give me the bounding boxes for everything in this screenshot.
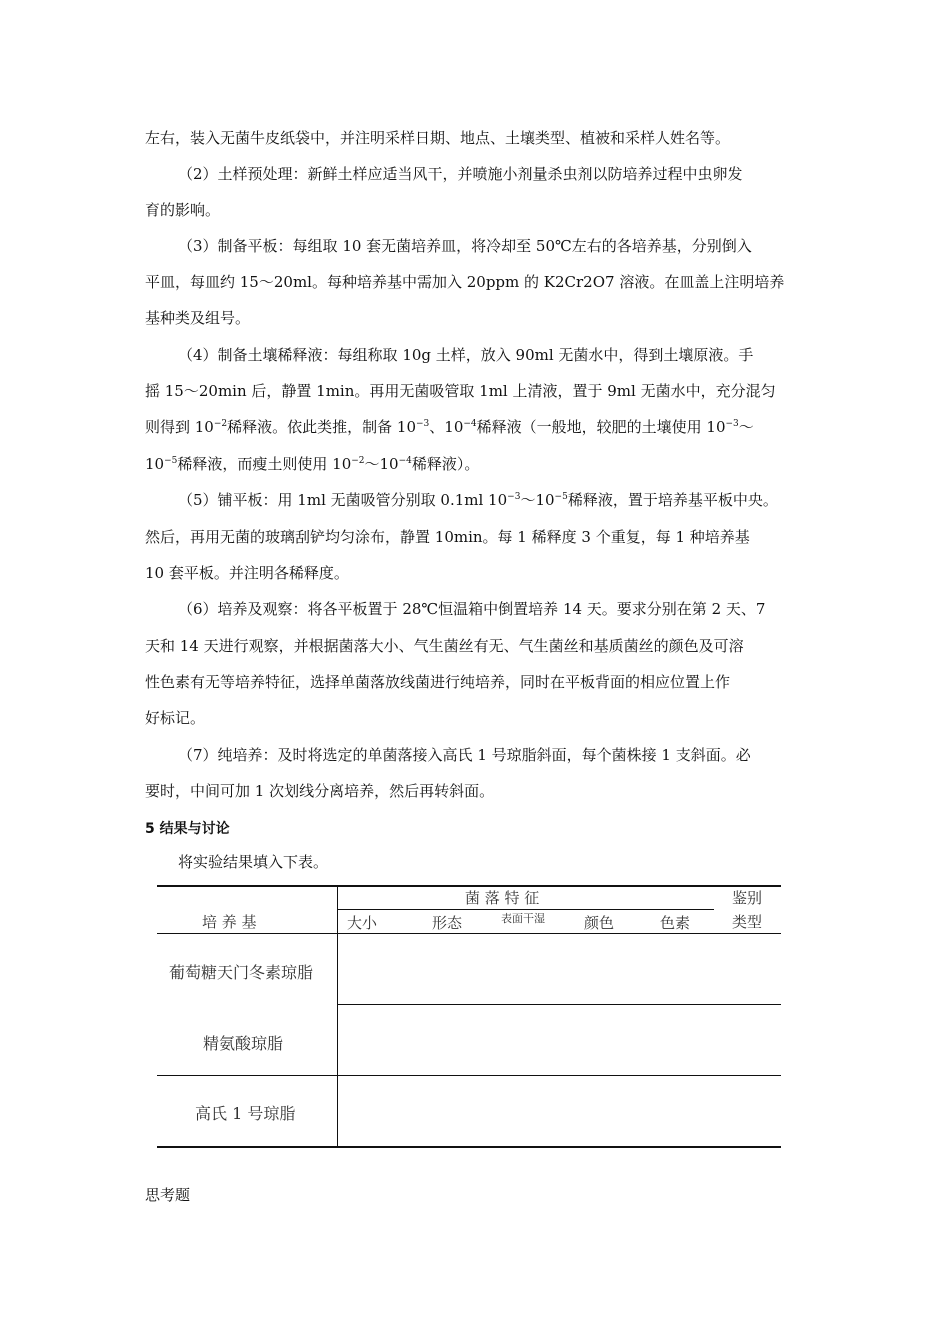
- paragraph-line: 天和 14 天进行观察，并根据菌落大小、气生菌丝有无、气生菌丝和基质菌丝的颜色及可溶: [145, 637, 744, 655]
- paragraph-line: 然后，再用无菌的玻璃刮铲均匀涂布，静置 10min。每 1 稀释度 3 个重复，每 1 种培养基: [145, 528, 750, 546]
- paragraph-line: 10 套平板。并注明各稀释度。: [145, 564, 349, 582]
- text-run: 稀释液（一般地，较肥的土壤使用 10: [476, 418, 726, 436]
- text-run: 稀释液，置于培养基平板中央。: [567, 491, 778, 509]
- paragraph-line: 性色素有无等培养特征，选择单菌落放线菌进行纯培养，同时在平板背面的相应位置上作: [145, 673, 731, 691]
- exponent: −2: [213, 419, 228, 429]
- text-run: 稀释液）。: [411, 455, 480, 473]
- header-identification: 鉴别: [732, 889, 763, 907]
- paragraph-line: 要时，中间可加 1 次划线分离培养，然后再转斜面。: [145, 782, 495, 800]
- paragraph-line: [178, 490, 778, 510]
- results-table: [157, 885, 781, 1148]
- row-label: 精氨酸琼脂: [203, 1034, 284, 1053]
- paragraph-line: （7）纯培养：及时将选定的单菌落接入高氏 1 号琼脂斜面，每个菌株接 1 支斜面。必: [178, 746, 751, 764]
- exponent: −5: [164, 456, 178, 466]
- text-run: ～10: [364, 455, 399, 473]
- paragraph-line: （4）制备土壤稀释液：每组称取 10g 土样，放入 90ml 无菌水中，得到土壤原液。手: [178, 346, 754, 364]
- row-divider: [157, 1075, 781, 1076]
- exponent: −4: [398, 456, 412, 466]
- row-label: 高氏 1 号琼脂: [195, 1104, 296, 1123]
- paragraph-line: 好标记。: [145, 709, 206, 727]
- subheader-pigment: 色素: [660, 914, 691, 932]
- paragraph-line: 左右，装入无菌牛皮纸袋中，并注明采样日期、地点、土壤类型、植被和采样人姓名等。: [145, 129, 731, 147]
- header-type: 类型: [732, 913, 763, 931]
- exponent: −2: [351, 456, 365, 466]
- paragraph-line: 育的影响。: [145, 201, 221, 219]
- text-run: ～: [738, 418, 754, 436]
- header-bottom-rule: [157, 933, 781, 934]
- row-divider: [337, 1004, 781, 1005]
- row-label: 葡萄糖天门冬素琼脂: [169, 963, 314, 982]
- questions-heading: 思考题: [145, 1186, 191, 1204]
- paragraph-line: （6）培养及观察：将各平板置于 28℃恒温箱中倒置培养 14 天。要求分别在第 2 天、7: [178, 600, 766, 618]
- paragraph-line: 摇 15～20min 后，静置 1min。再用无菌吸管取 1ml 上清液，置于 9ml 无菌水中，充分混匀: [145, 382, 776, 400]
- paragraph-line: 基种类及组号。: [145, 309, 251, 327]
- table-bottom-rule: [157, 1146, 781, 1148]
- text-run: 10: [145, 455, 165, 473]
- exponent: −3: [725, 419, 739, 429]
- paragraph-line: [145, 417, 754, 437]
- subheader-color: 颜色: [584, 914, 615, 932]
- subheader-size: 大小: [347, 914, 378, 932]
- header-colony-features: 菌 落 特 征: [465, 889, 540, 907]
- section-intro: 将实验结果填入下表。: [178, 853, 329, 871]
- text-run: ～10: [520, 491, 555, 509]
- paragraph-line: （2）土样预处理：新鲜土样应适当风干，并喷施小剂量杀虫剂以防培养过程中虫卵发: [178, 165, 743, 183]
- column-divider: [337, 885, 338, 1147]
- exponent: −3: [507, 492, 521, 502]
- text-run: （5）铺平板：用 1ml 无菌吸管分别取 0.1ml 10: [178, 491, 508, 509]
- text-run: 稀释液，而瘦土则使用 10: [177, 455, 352, 473]
- subheader-surface-moisture: 表面干湿: [501, 912, 545, 925]
- section-heading: 5 结果与讨论: [145, 821, 230, 837]
- exponent: −3: [416, 419, 430, 429]
- paragraph-line: [145, 454, 479, 474]
- text-run: 、10: [429, 418, 464, 436]
- header-medium: 培 养 基: [202, 913, 257, 931]
- text-run: 稀释液。依此类推，制备 10: [227, 418, 416, 436]
- text-run: 则得到 10: [145, 418, 214, 436]
- paragraph-line: 平皿，每皿约 15～20ml。每种培养基中需加入 20ppm 的 K2Cr2O7 溶液。在皿盖上注明培养: [145, 273, 785, 291]
- exponent: −5: [554, 492, 568, 502]
- exponent: −4: [463, 419, 477, 429]
- paragraph-line: （3）制备平板：每组取 10 套无菌培养皿，将冷却至 50℃左右的各培养基，分别倒入: [178, 237, 752, 255]
- subheader-shape: 形态: [432, 914, 463, 932]
